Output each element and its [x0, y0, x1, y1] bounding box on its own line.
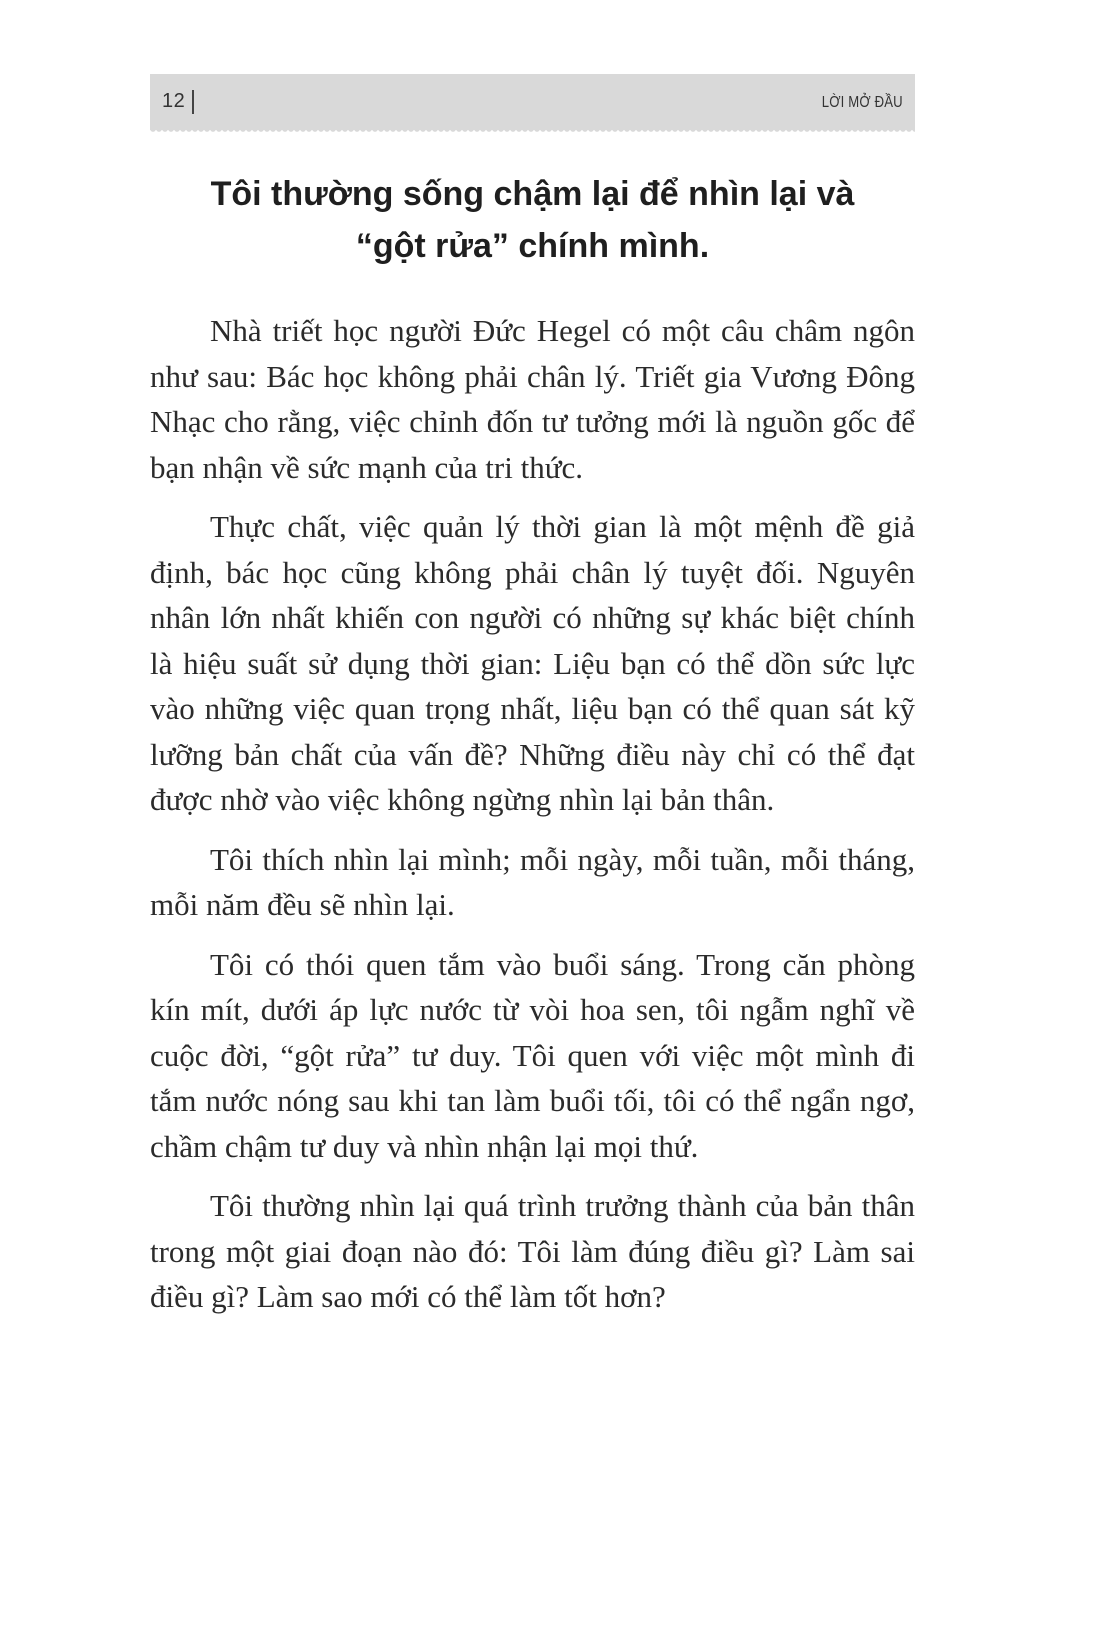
- section-heading-line-2: “gột rửa” chính mình.: [355, 227, 710, 265]
- page-number: 12: [162, 90, 186, 112]
- body-text: [150, 308, 915, 1334]
- paragraph-2: Thực chất, việc quản lý thời gian là một mệnh đề giả định, bác học cũng không phải chân lý tuyệt đối. Nguyên nhân lớn nhất khiến con người có những sự khác biệt chính là hiệu suất sử dụng thời gian: Liệu bạn có thể dồn sức lực vào những việc quan trọng nhất, liệu bạn có thể quan sát kỹ lưỡng bản chất của vấn đề? Những điều này chỉ có thể đạt được nhờ vào việc không ngừng nhìn lại bản thân.: [150, 509, 915, 817]
- paragraph-1: Nhà triết học người Đức Hegel có một câu châm ngôn như sau: Bác học không phải chân lý. Triết gia Vương Đông Nhạc cho rằng, việc chỉnh đốn tư tưởng mới là nguồn gốc để bạn nhận về sức mạnh của tri thức.: [150, 313, 915, 485]
- section-heading: [150, 168, 915, 272]
- page-number-divider: [192, 90, 194, 114]
- section-heading-line-1: Tôi thường sống chậm lại để nhìn lại và: [210, 175, 855, 213]
- chapter-title: LỜI MỞ ĐẦU: [821, 94, 903, 111]
- paragraph-4: Tôi có thói quen tắm vào buổi sáng. Trong căn phòng kín mít, dưới áp lực nước từ vòi hoa sen, tôi ngẫm nghĩ về cuộc đời, “gột rửa” tư duy. Tôi quen với việc một mình đi tắm nước nóng sau khi tan làm buổi tối, tôi có thể ngẩn ngơ, chầm chậm tư duy và nhìn nhận lại mọi thứ.: [150, 946, 915, 1164]
- paragraph-5: Tôi thường nhìn lại quá trình trưởng thành của bản thân trong một giai đoạn nào đó: Tôi làm đúng điều gì? Làm sai điều gì? Làm sao mới có thể làm tốt hơn?: [150, 1188, 915, 1314]
- paragraph-3: Tôi thích nhìn lại mình; mỗi ngày, mỗi tuần, mỗi tháng, mỗi năm đều sẽ nhìn lại.: [150, 841, 915, 922]
- running-header: [150, 74, 915, 130]
